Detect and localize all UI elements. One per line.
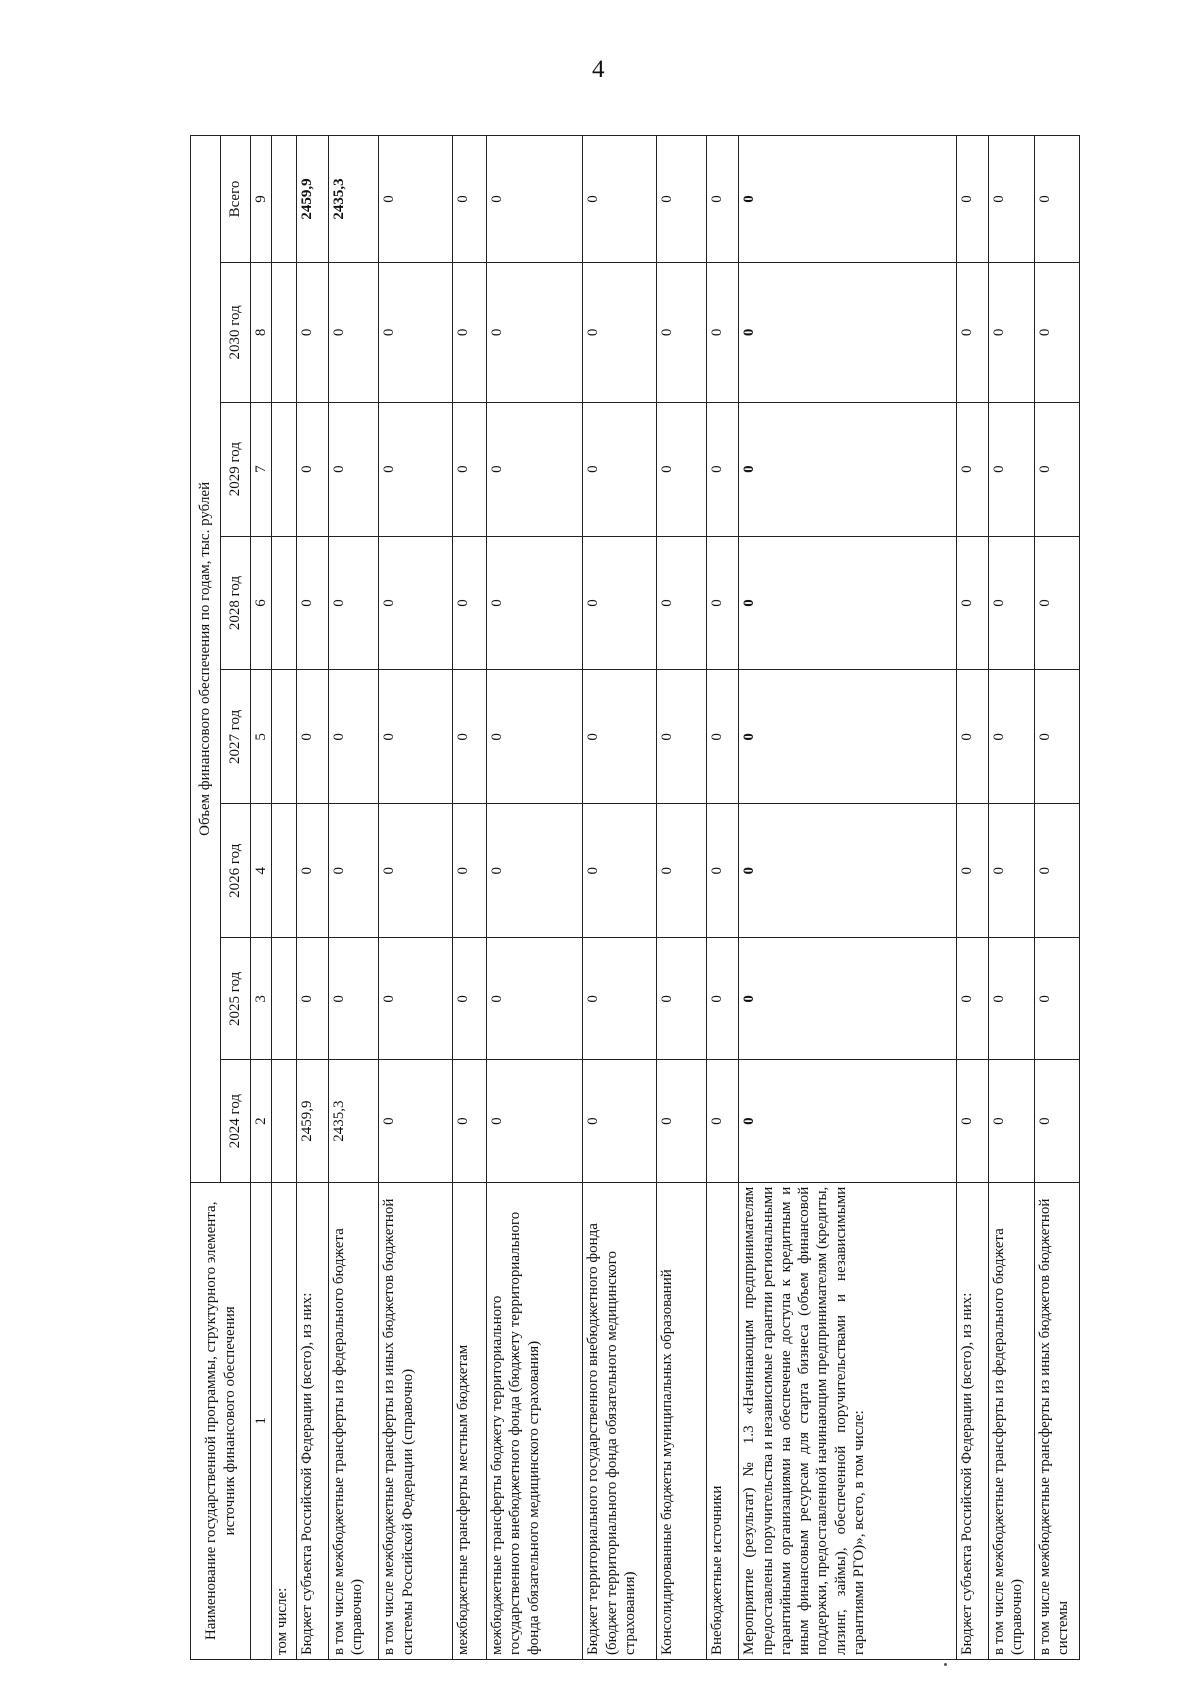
value-cell [272,1060,296,1182]
value-cell: 0 [487,670,583,804]
value-cell: 0 [957,263,989,403]
total-cell [272,136,296,263]
value-cell: 0 [452,804,486,938]
value-cell: 0 [707,670,739,804]
value-cell [272,402,296,536]
row-label: Бюджет субъекта Российской Федерации (всего), из них: [296,1182,328,1659]
row-label: в том числе межбюджетные трансферты из иных бюджетов бюджетной системы [1034,1182,1079,1659]
value-cell: 0 [487,938,583,1060]
header-volume-title: Объем финансового обеспечения по годам, тыс. рублей [191,136,221,1183]
column-number: 4 [251,804,272,938]
row-label: межбюджетные трансферты местным бюджетам [452,1182,486,1659]
total-cell: 0 [583,136,656,263]
value-cell: 0 [452,536,486,670]
value-cell [272,670,296,804]
table-row [583,136,656,1660]
value-cell: 0 [583,938,656,1060]
value-cell: 2435,3 [328,1060,378,1182]
table-row [739,136,957,1660]
table-row [957,136,989,1660]
value-cell: 0 [1034,938,1079,1060]
column-number: 1 [251,1182,272,1659]
total-cell: 0 [452,136,486,263]
value-cell: 0 [583,804,656,938]
row-label: Внебюджетные источники [707,1182,739,1659]
total-cell: 2435,3 [328,136,378,263]
value-cell: 0 [656,938,706,1060]
value-cell: 0 [452,263,486,403]
table-row [296,136,328,1660]
value-cell: 0 [583,536,656,670]
value-cell: 0 [379,1060,452,1182]
column-number: 3 [251,938,272,1060]
value-cell: 0 [739,670,957,804]
value-cell: 0 [379,670,452,804]
total-cell: 0 [989,136,1034,263]
total-cell: 0 [1034,136,1079,263]
table-row [989,136,1034,1660]
value-cell: 0 [379,938,452,1060]
table-row [379,136,452,1660]
row-label: в том числе межбюджетные трансферты из иных бюджетов бюджетной системы Российской Федерации (справочно) [379,1182,452,1659]
value-cell [272,263,296,403]
value-cell: 0 [379,402,452,536]
row-label: в том числе межбюджетные трансферты из федерального бюджета (справочно) [989,1182,1034,1659]
value-cell: 0 [296,670,328,804]
value-cell: 0 [707,402,739,536]
value-cell: 0 [739,1060,957,1182]
header-year: 2025 год [221,938,251,1060]
header-total: Всего [221,136,251,263]
value-cell: 0 [296,263,328,403]
value-cell: 0 [296,804,328,938]
value-cell: 0 [379,263,452,403]
column-number: 2 [251,1060,272,1182]
table-row [328,136,378,1660]
value-cell: 0 [328,536,378,670]
value-cell: 0 [452,402,486,536]
table-row [1034,136,1079,1660]
total-cell: 2459,9 [296,136,328,263]
value-cell: 0 [957,938,989,1060]
header-name-column: Наименование государственной программы, структурного элемента, источник финансового обеспечения [191,1182,251,1659]
value-cell: 0 [989,263,1034,403]
column-number: 7 [251,402,272,536]
value-cell: 0 [656,804,706,938]
value-cell: 2459,9 [296,1060,328,1182]
column-number: 6 [251,536,272,670]
value-cell: 0 [739,536,957,670]
value-cell: 0 [296,402,328,536]
table-row [707,136,739,1660]
table-row [656,136,706,1660]
value-cell: 0 [707,938,739,1060]
total-cell: 0 [957,136,989,263]
value-cell: 0 [1034,536,1079,670]
value-cell: 0 [707,804,739,938]
value-cell: 0 [739,402,957,536]
value-cell: 0 [583,402,656,536]
value-cell: 0 [957,1060,989,1182]
value-cell: 0 [583,263,656,403]
value-cell: 0 [739,263,957,403]
value-cell: 0 [296,536,328,670]
value-cell [272,938,296,1060]
value-cell: 0 [583,670,656,804]
value-cell: 0 [957,536,989,670]
column-number: 8 [251,263,272,403]
row-label: Мероприятие (результат) № 1.3 «Начинающим предпринимателям предоставлены поручительства и независимые гарантии региональными гарантийными организациями на обеспечение доступа к кредитным и иным финансовым ресурсам для старта бизнеса (объем финансовой поддержки, предоставленной начинающим предпринимателям (кредиты, лизинг, займы), обеспеченной поручительствами и независимыми гарантиями РГО)», всего, в том числе: [739,1182,957,1659]
value-cell: 0 [656,670,706,804]
value-cell: 0 [707,1060,739,1182]
value-cell: 0 [656,536,706,670]
value-cell: 0 [328,938,378,1060]
value-cell: 0 [328,263,378,403]
value-cell: 0 [656,1060,706,1182]
header-year: 2029 год [221,402,251,536]
row-label: Бюджет субъекта Российской Федерации (всего), из них: [957,1182,989,1659]
value-cell: 0 [328,402,378,536]
value-cell: 0 [1034,263,1079,403]
financing-table [190,135,1080,1660]
value-cell: 0 [957,804,989,938]
header-year: 2027 год [221,670,251,804]
header-year: 2024 год [221,1060,251,1182]
value-cell: 0 [296,938,328,1060]
value-cell: 0 [989,402,1034,536]
row-label: межбюджетные трансферты бюджету территориального государственного внебюджетного фонда (бюджету территориального фонда обязательного медицинского страхования) [487,1182,583,1659]
table-row [452,136,486,1660]
value-cell: 0 [957,670,989,804]
value-cell: 0 [487,263,583,403]
value-cell: 0 [989,938,1034,1060]
header-year: 2028 год [221,536,251,670]
row-label: Консолидированные бюджеты муниципальных образований [656,1182,706,1659]
value-cell: 0 [957,402,989,536]
value-cell: 0 [989,536,1034,670]
total-cell: 0 [656,136,706,263]
column-number: 5 [251,670,272,804]
value-cell: 0 [487,804,583,938]
value-cell: 0 [379,536,452,670]
value-cell: 0 [487,1060,583,1182]
value-cell: 0 [656,263,706,403]
value-cell: 0 [328,804,378,938]
table-row [487,136,583,1660]
value-cell: 0 [1034,1060,1079,1182]
table-row [272,136,296,1660]
column-number: 9 [251,136,272,263]
value-cell: 0 [487,402,583,536]
total-cell: 0 [707,136,739,263]
value-cell: 0 [989,670,1034,804]
value-cell: 0 [989,804,1034,938]
row-label: Бюджет территориального государственного внебюджетного фонда (бюджет территориального фонда обязательного медицинского страхования) [583,1182,656,1659]
row-label: том числе: [272,1182,296,1659]
value-cell: 0 [1034,402,1079,536]
value-cell: 0 [452,670,486,804]
header-year: 2030 год [221,263,251,403]
value-cell: 0 [583,1060,656,1182]
value-cell: 0 [379,804,452,938]
value-cell: 0 [656,402,706,536]
value-cell: 0 [1034,670,1079,804]
total-cell: 0 [379,136,452,263]
value-cell: 0 [707,536,739,670]
total-cell: 0 [739,136,957,263]
value-cell [272,804,296,938]
value-cell: 0 [707,263,739,403]
scan-speck [944,1663,947,1666]
header-year: 2026 год [221,804,251,938]
value-cell [272,536,296,670]
total-cell: 0 [487,136,583,263]
value-cell: 0 [452,1060,486,1182]
value-cell: 0 [739,804,957,938]
row-label: в том числе межбюджетные трансферты из федерального бюджета (справочно) [328,1182,378,1659]
rotated-table-container [190,135,1080,1660]
value-cell: 0 [989,1060,1034,1182]
value-cell: 0 [487,536,583,670]
value-cell: 0 [452,938,486,1060]
value-cell: 0 [328,670,378,804]
page-number: 4 [592,56,605,83]
value-cell: 0 [1034,804,1079,938]
value-cell: 0 [739,938,957,1060]
